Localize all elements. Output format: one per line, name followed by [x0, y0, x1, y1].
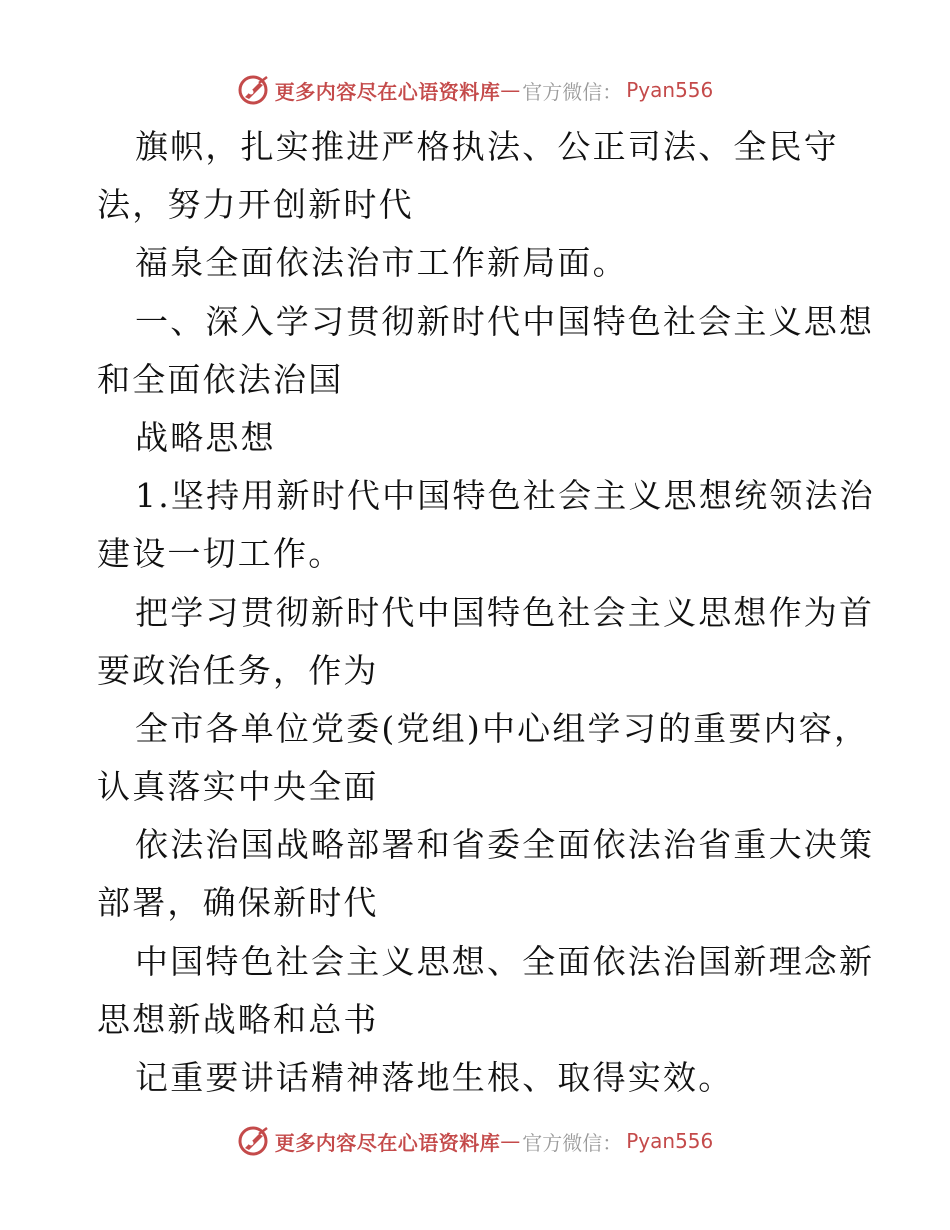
watermark-wechat-id: Pyan556 [626, 78, 714, 102]
text-line: 依法治国战略部署和省委全面依法治省重大决策 [135, 825, 875, 865]
watermark-official: 官方微信： [522, 79, 623, 104]
text-line: 旗帜，扎实推进严格执法、公正司法、全民守 [135, 127, 839, 166]
text-line: 全市各单位党委(党组)中心组学习的重要内容， [135, 708, 870, 748]
footer-watermark [0, 1121, 950, 1161]
watermark-wechat-id: Pyan556 [626, 1129, 714, 1153]
header-watermark [0, 70, 950, 110]
section-heading-line: 一、深入学习贯彻新时代中国特色社会主义思想 [135, 301, 875, 341]
text-line: 要政治任务，作为 [97, 650, 379, 690]
text-line: 思想新战略和总书 [97, 999, 379, 1039]
section-heading-line: 和全面依法治国 [97, 359, 344, 399]
watermark-official: 官方微信： [522, 1130, 623, 1155]
text-line: 认真落实中央全面 [97, 767, 379, 807]
text-line: 部署，确保新时代 [97, 883, 379, 923]
text-line: 法，努力开创新时代 [97, 185, 414, 225]
text-line: 记重要讲话精神落地生根、取得实效。 [135, 1058, 734, 1097]
text-line: 把学习贯彻新时代中国特色社会主义思想作为首 [135, 592, 875, 632]
watermark-brand: 更多内容尽在心语资料库 [274, 79, 501, 104]
document-body [97, 118, 875, 1107]
pen-logo-icon [237, 1124, 271, 1158]
text-line: 中国特色社会主义思想、全面依法治国新理念新 [135, 941, 875, 981]
subsection-line: 建设一切工作。 [97, 534, 344, 574]
subsection-line: 1.坚持用新时代中国特色社会主义思想统领法治 [135, 476, 875, 516]
section-heading-line: 战略思想 [135, 417, 276, 457]
watermark-dash: — [500, 1129, 521, 1153]
watermark-dash: — [500, 78, 521, 102]
pen-logo-icon [237, 73, 271, 107]
text-line: 福泉全面依法治市工作新局面。 [135, 243, 628, 283]
watermark-brand: 更多内容尽在心语资料库 [274, 1130, 501, 1155]
